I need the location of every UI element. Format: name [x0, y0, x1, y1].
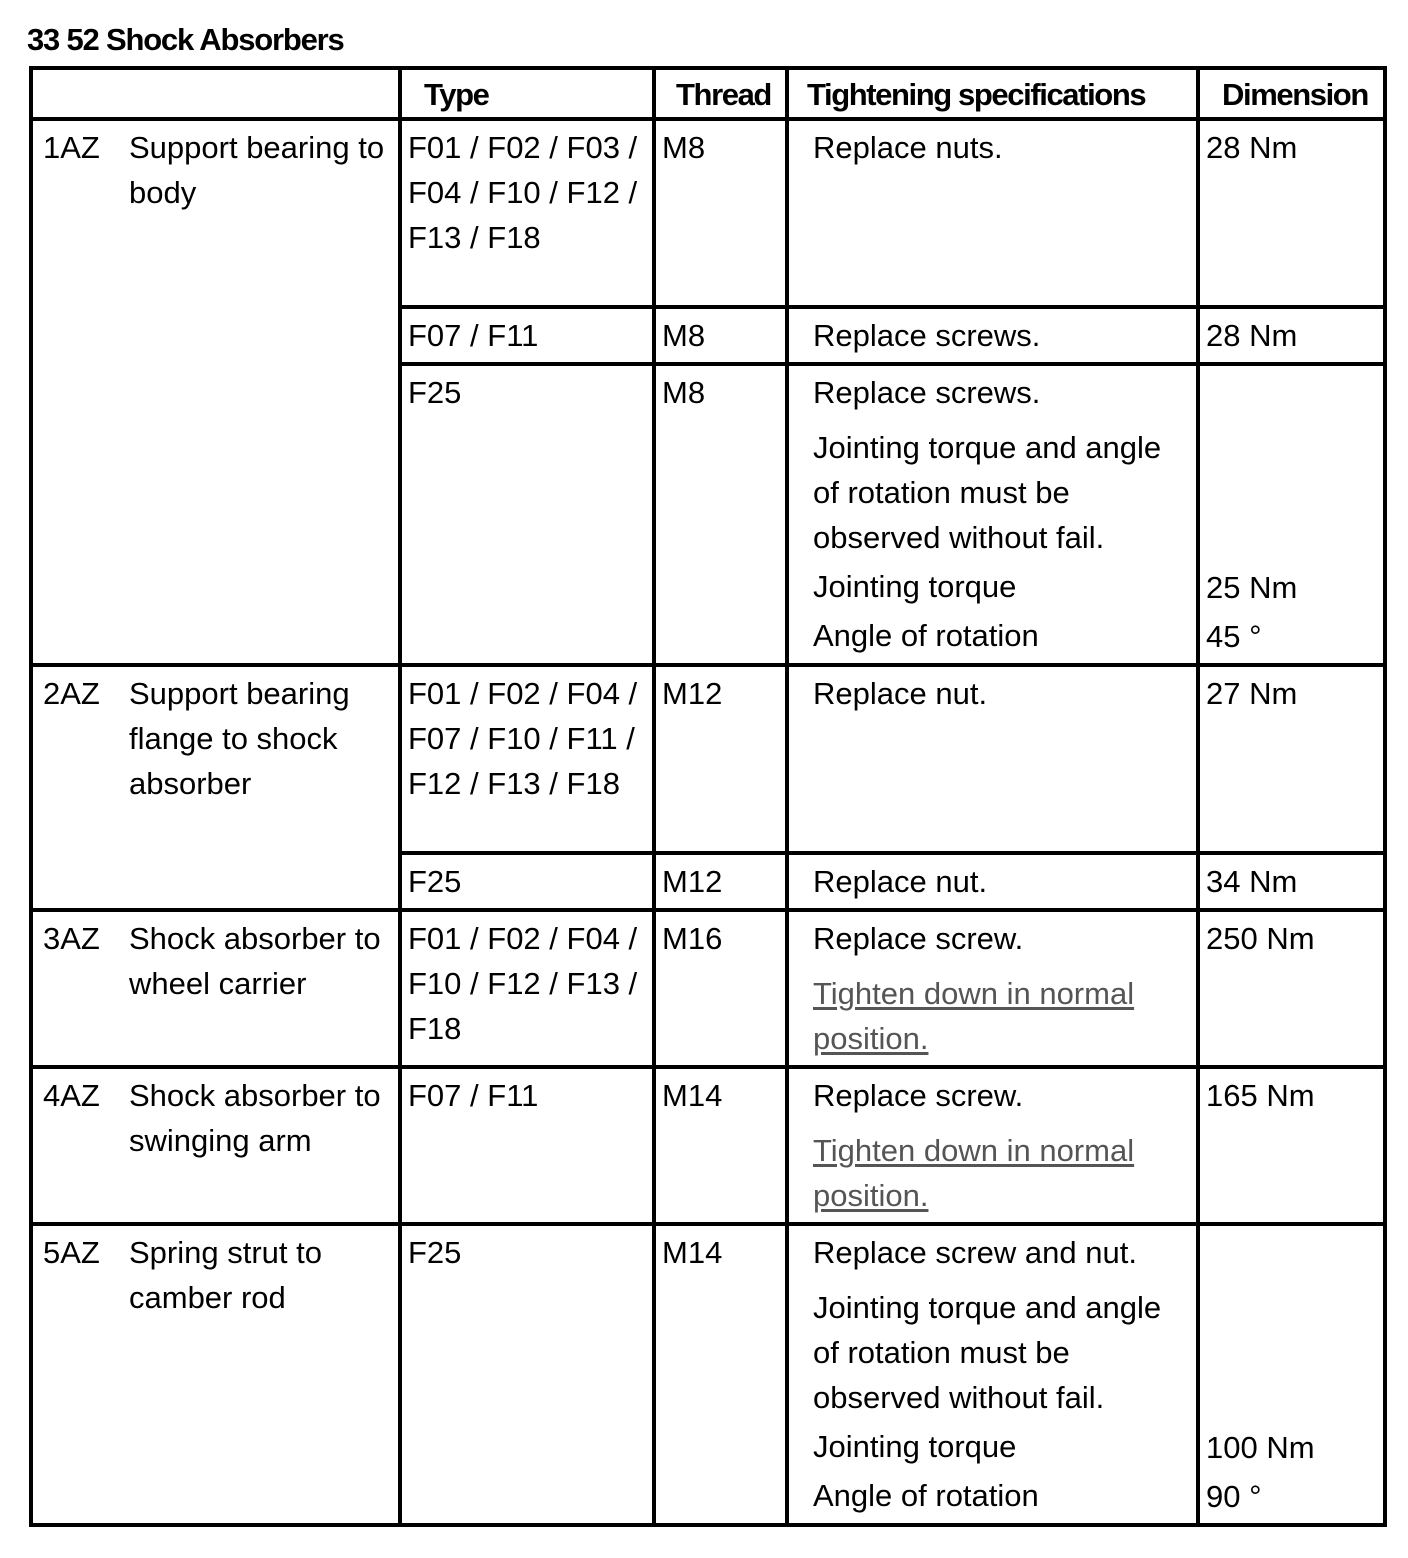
thread-cell: M12	[654, 665, 787, 853]
spec-cell: Replace nut.	[787, 665, 1198, 853]
table-row	[31, 119, 1385, 307]
spec-cell: Replace nut.	[787, 853, 1198, 910]
type-cell: F07 / F11	[400, 307, 654, 364]
header-thread: Thread	[654, 68, 787, 119]
page-title: 33 52 Shock Absorbers	[27, 22, 344, 57]
thread-cell: M8	[654, 364, 787, 665]
thread-cell: M14	[654, 1067, 787, 1224]
angle-value: 45 °	[1206, 619, 1262, 654]
type-cell: F25	[400, 853, 654, 910]
position-cell	[31, 665, 400, 910]
torque-value: 100 Nm	[1206, 1430, 1315, 1465]
position-description: Shock absorber to swinging arm	[129, 1078, 381, 1158]
normal-position-link[interactable]: Tighten down in normal position.	[813, 1133, 1135, 1213]
table-row	[31, 910, 1385, 1067]
header-type: Type	[400, 68, 654, 119]
spec-instruction: Replace screw.	[813, 921, 1024, 956]
spec-cell	[787, 910, 1198, 1067]
spec-instruction: Replace screw and nut.	[813, 1235, 1137, 1270]
table-row	[31, 665, 1385, 853]
angle-label: Angle of rotation	[813, 1478, 1039, 1513]
type-cell: F01 / F02 / F04 / F07 / F10 / F11 / F12 / F13 / F18	[400, 665, 654, 853]
thread-cell: M8	[654, 307, 787, 364]
table-row	[31, 1067, 1385, 1224]
spec-note: Jointing torque and angle of rotation must be observed without fail.	[813, 1290, 1162, 1415]
torque-label: Jointing torque	[813, 1429, 1017, 1464]
angle-label: Angle of rotation	[813, 618, 1039, 653]
type-cell: F25	[400, 364, 654, 665]
table-row	[31, 1224, 1385, 1525]
spec-cell: Replace screws.	[787, 307, 1198, 364]
position-description: Support bearing to body	[129, 130, 385, 210]
position-cell	[31, 1067, 400, 1224]
tightening-spec-table	[29, 66, 1387, 1527]
dimension-cell: 28 Nm	[1198, 307, 1385, 364]
normal-position-link[interactable]: Tighten down in normal position.	[813, 976, 1135, 1056]
header-dimension: Dimension	[1198, 68, 1385, 119]
position-code: 2AZ	[43, 676, 100, 711]
position-code: 1AZ	[43, 130, 100, 165]
thread-cell: M14	[654, 1224, 787, 1525]
position-code: 4AZ	[43, 1078, 100, 1113]
header-tightening-specifications: Tightening specifications	[787, 68, 1198, 119]
dimension-cell: 27 Nm	[1198, 665, 1385, 853]
position-cell	[31, 910, 400, 1067]
position-code: 3AZ	[43, 921, 100, 956]
spec-cell: Replace nuts.	[787, 119, 1198, 307]
dimension-cell: 28 Nm	[1198, 119, 1385, 307]
dimension-cell	[1198, 364, 1385, 665]
spec-cell	[787, 1067, 1198, 1224]
angle-value: 90 °	[1206, 1479, 1262, 1514]
spec-cell	[787, 364, 1198, 665]
position-description: Spring strut to camber rod	[129, 1235, 322, 1315]
thread-cell: M8	[654, 119, 787, 307]
dimension-cell: 34 Nm	[1198, 853, 1385, 910]
position-description: Shock absorber to wheel carrier	[129, 921, 381, 1001]
spec-cell	[787, 1224, 1198, 1525]
type-cell: F07 / F11	[400, 1067, 654, 1224]
type-cell: F25	[400, 1224, 654, 1525]
type-cell: F01 / F02 / F03 / F04 / F10 / F12 / F13 / F18	[400, 119, 654, 307]
spec-instruction: Replace screws.	[813, 375, 1041, 410]
thread-cell: M12	[654, 853, 787, 910]
dimension-cell	[1198, 1224, 1385, 1525]
dimension-cell: 250 Nm	[1198, 910, 1385, 1067]
spec-instruction: Replace screw.	[813, 1078, 1024, 1113]
table-header-row	[31, 68, 1385, 119]
torque-label: Jointing torque	[813, 569, 1017, 604]
type-cell: F01 / F02 / F04 / F10 / F12 / F13 / F18	[400, 910, 654, 1067]
position-code: 5AZ	[43, 1235, 100, 1270]
header-position	[31, 68, 400, 119]
spec-note: Jointing torque and angle of rotation must be observed without fail.	[813, 430, 1162, 555]
dimension-cell: 165 Nm	[1198, 1067, 1385, 1224]
torque-value: 25 Nm	[1206, 570, 1298, 605]
position-description: Support bearing flange to shock absorber	[129, 676, 350, 801]
thread-cell: M16	[654, 910, 787, 1067]
position-cell	[31, 1224, 400, 1525]
position-cell	[31, 119, 400, 665]
